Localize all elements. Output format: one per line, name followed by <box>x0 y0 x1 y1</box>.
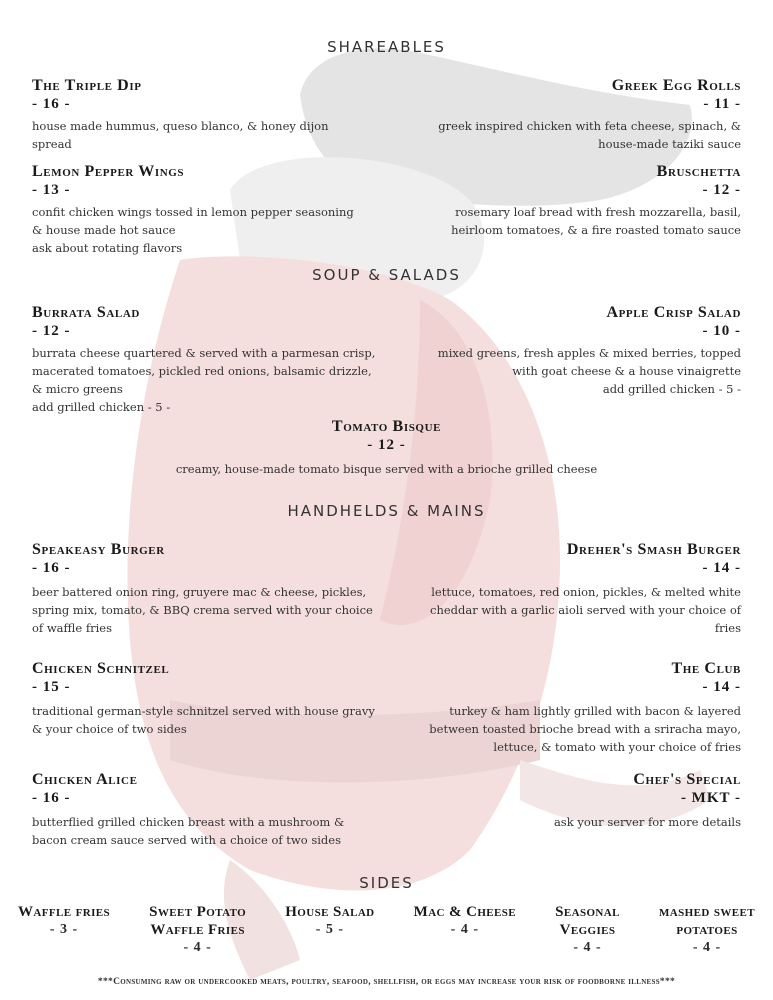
menu-item-apple-crisp-salad <box>401 304 741 398</box>
menu-item-drehers-smash-burger <box>381 541 741 637</box>
item-name: Dreher's Smash Burger <box>566 541 741 558</box>
side-price: - 5 - <box>315 922 345 937</box>
item-price: - 10 - <box>702 323 741 339</box>
item-price: - 13 - <box>32 182 71 198</box>
item-name: Greek Egg Rolls <box>611 77 741 94</box>
section-title-soup-salads: SOUP & SALADS <box>312 266 461 284</box>
side-item <box>149 903 246 957</box>
side-name: mashed sweet potatoes <box>659 904 755 938</box>
item-price: - 11 - <box>703 96 741 112</box>
item-name: Chef's Special <box>633 771 741 788</box>
item-name: Chicken Alice <box>32 771 138 788</box>
side-name: Seasonal Veggies <box>555 904 620 938</box>
item-name: Lemon Pepper Wings <box>32 163 185 180</box>
side-price: - 4 - <box>183 940 212 955</box>
add-on-note: add grilled chicken - 5 - <box>602 382 741 396</box>
item-name: Chicken Schnitzel <box>32 660 170 677</box>
item-name: Apple Crisp Salad <box>606 304 741 321</box>
side-price: - 3 - <box>49 922 79 937</box>
section-title-handhelds-mains: HANDHELDS & MAINS <box>287 502 486 520</box>
menu-item-triple-dip <box>32 77 412 153</box>
sides-list <box>18 903 755 957</box>
item-price: - 16 - <box>32 790 71 806</box>
menu-item-the-club <box>381 660 741 756</box>
item-description: house made hummus, queso blanco, & honey dijon spread <box>32 119 329 151</box>
item-price: - MKT - <box>680 790 741 806</box>
side-item <box>555 903 620 957</box>
side-name: Mac & Cheese <box>413 904 517 920</box>
food-safety-disclaimer: ***Consuming raw or undercooked meats, poultry, seafood, shellfish, or eggs may increase your risk of foodborne illness*** <box>97 977 676 987</box>
menu-item-speakeasy-burger <box>32 541 412 637</box>
item-name: The Triple Dip <box>32 77 142 94</box>
item-description: ask your server for more details <box>553 815 741 829</box>
item-name: Bruschetta <box>656 163 741 180</box>
side-item <box>659 903 755 957</box>
menu-item-lemon-pepper-wings <box>32 163 412 257</box>
item-name: The Club <box>671 660 741 677</box>
item-description: turkey & ham lightly grilled with bacon & layered between toasted brioche bread with a sriracha mayo, lettuce, & tomato with your choice of fries <box>429 704 741 754</box>
item-description: mixed greens, fresh apples & mixed berries, topped with goat cheese & a house vinaigrette <box>437 346 741 378</box>
item-description: rosemary loaf bread with fresh mozzarella, basil, heirloom tomatoes, & a fire roasted tomato sauce <box>451 205 741 237</box>
item-description: confit chicken wings tossed in lemon pepper seasoning & house made hot sauce ask about rotating flavors <box>32 205 354 255</box>
item-price: - 14 - <box>702 679 741 695</box>
item-price: - 12 - <box>702 182 741 198</box>
item-name: Tomato Bisque <box>331 418 442 435</box>
menu-item-chicken-alice <box>32 771 412 849</box>
menu-item-chefs-special <box>381 771 741 831</box>
menu-item-bruschetta <box>381 163 741 239</box>
item-description: creamy, house-made tomato bisque served with a brioche grilled cheese <box>175 462 598 476</box>
side-item <box>18 903 110 957</box>
menu-item-burrata-salad <box>32 304 432 416</box>
item-price: - 14 - <box>702 560 741 576</box>
side-name: House Salad <box>285 904 375 920</box>
item-description: lettuce, tomatoes, red onion, pickles, & melted white cheddar with a garlic aioli served with your choice of fries <box>430 585 741 635</box>
side-name: Sweet Potato Waffle Fries <box>149 904 247 938</box>
item-price: - 16 - <box>32 560 71 576</box>
side-price: - 4 - <box>692 940 722 955</box>
item-description: butterflied grilled chicken breast with a mushroom & bacon cream sauce served with a choice of two sides <box>32 815 345 847</box>
side-item <box>285 903 374 957</box>
menu-item-chicken-schnitzel <box>32 660 412 738</box>
menu-item-tomato-bisque <box>0 418 773 478</box>
item-name: Burrata Salad <box>32 304 140 321</box>
item-description: traditional german-style schnitzel served with house gravy & your choice of two sides <box>32 704 375 736</box>
item-price: - 12 - <box>367 437 406 453</box>
add-on-note: add grilled chicken - 5 - <box>32 400 171 414</box>
section-title-sides: SIDES <box>359 874 414 892</box>
side-price: - 4 - <box>450 922 479 937</box>
side-name: Waffle fries <box>18 904 111 920</box>
side-price: - 4 - <box>573 940 602 955</box>
item-description: burrata cheese quartered & served with a parmesan crisp, macerated tomatoes, pickled red onions, balsamic drizzle, & micro greens <box>32 346 376 396</box>
item-description: greek inspired chicken with feta cheese, spinach, & house-made taziki sauce <box>438 119 741 151</box>
item-name: Speakeasy Burger <box>32 541 165 558</box>
section-title-shareables: SHAREABLES <box>327 38 446 56</box>
side-item <box>414 903 516 957</box>
item-price: - 15 - <box>32 679 71 695</box>
item-price: - 12 - <box>32 323 71 339</box>
item-description: beer battered onion ring, gruyere mac & cheese, pickles, spring mix, tomato, & BBQ crema served with your choice of waffle fries <box>32 585 373 635</box>
item-price: - 16 - <box>32 96 71 112</box>
menu-item-greek-egg-rolls <box>381 77 741 153</box>
